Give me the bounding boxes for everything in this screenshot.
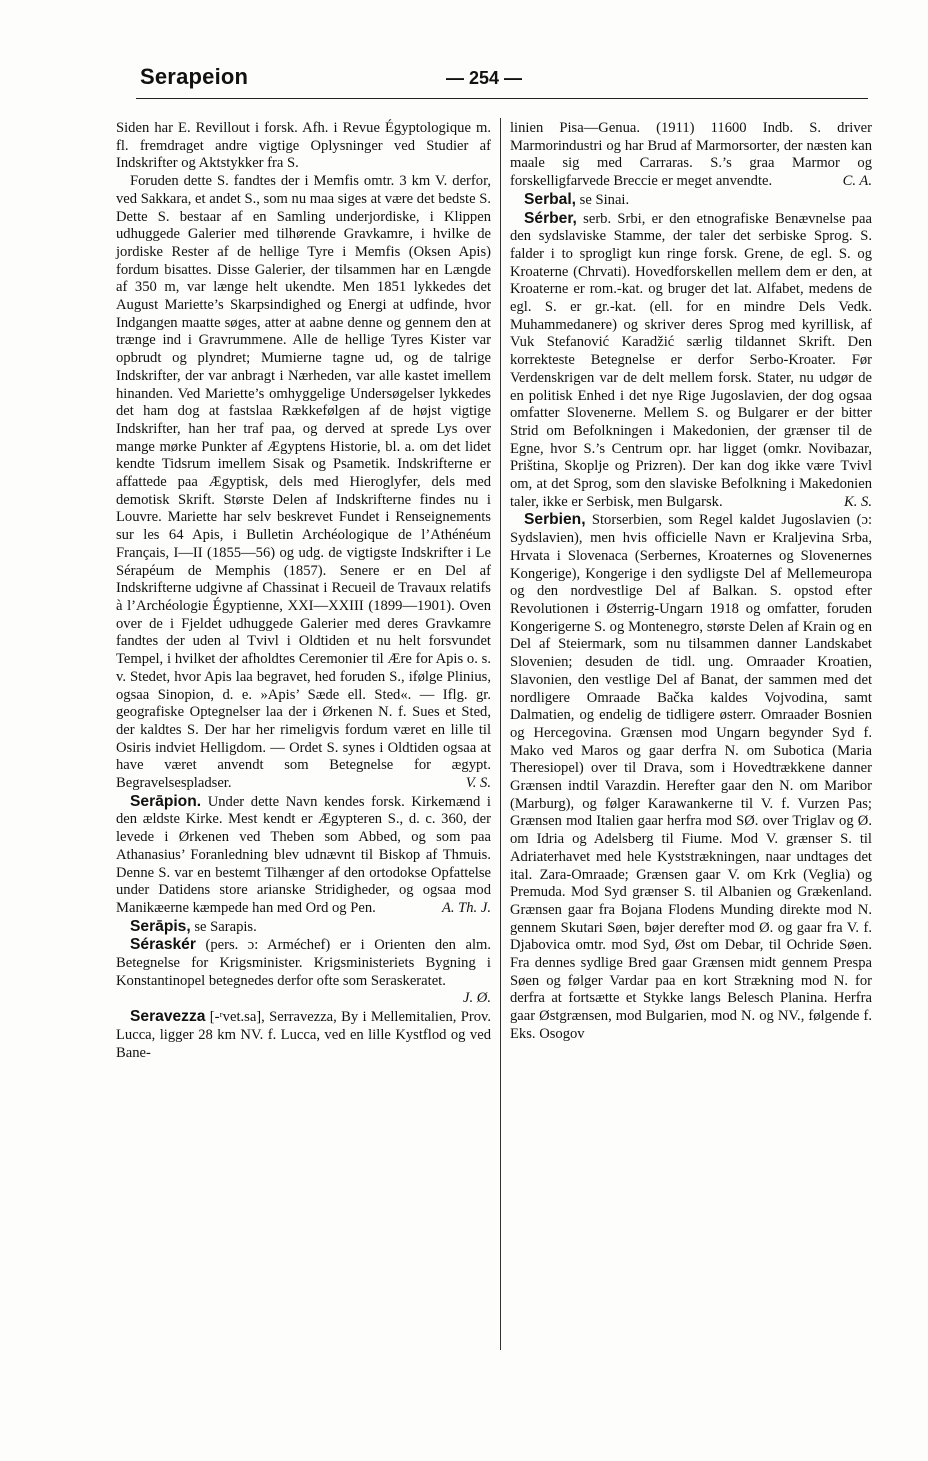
serapeion-continuation: Siden har E. Revillout i forsk. Afh. i Revue Égyptologique m. fl. fremdraget andre vigtige Oplysninger ved Studier af Indskrifter og Aktstykker fra S. <box>116 120 491 172</box>
serapeion-sakkara-paragraph <box>116 173 491 793</box>
headword: Serbien, <box>524 511 586 529</box>
headword: Serāpion. <box>130 792 202 810</box>
running-title: Serapeion <box>140 64 249 89</box>
page-number: — 254 — <box>446 68 523 88</box>
entry-seraskier <box>116 936 491 1007</box>
page-header <box>116 60 868 104</box>
author-signature: A. Th. J. <box>441 899 491 916</box>
entry-text: Storserbien, som Regel kaldet Jugoslavien (ɔ: Sydslavien), men hvis officielle Navn er Kraljevina Srba, Hrvata i Slovenaca (Serbernes, Kroaternes og Slovenernes Kongerige), Kongerige i den sydligste Del af Mellemeuropa og den nordvestlige Del af Balkan. S. opstod efter Revolutionen i Østerrig-Ungarn 1918 og omfatter, foruden Kongerigerne S. og Montenegro, største Delen af Krain og en Del af Steiermark, som nu tilsammen danner Landskabet Slovenien; desuden de tidl. ung. Omraader Kroatien, Slavonien, den vestlige Del af Banat, der sammen med det nordligere Omraade Bačka kaldes Vojvodina, samt Dalmatien, og endelig de tidligere østerr. Omraader Bosnien og Hercegovina. Grænsen mod Ungarn begynder Syd f. Mako ved Maros og gaar derfra N. om Subotica (Maria Theresiopel) over til Drava, som i Hovedtrækkene danner Grænsen indtil Varazdin. Herefter gaar den N. om Maribor (Marburg), og følger Karawankerne til V. f. Vurzen Pas; Grænsen mod Italien gaar herfra mod SØ. over Triglav og Ø. om Idria og Adelsberg til Fiume. Mod V. grænser S. til Adriaterhavet med hele Kyststrækningen, naar undtages det ital. Zara-Omraade; Grænsen gaar V. om Krk (Veglia) og Premuda. Mod Syd grænser S. til Albanien og Grækenland. Grænsen gaar fra Bojana Flodens Munding direkte mod N. gennem Skutari Søen, bøjer derefter mod Ø. og gaar fra V. f. Djabovica omtr. mod Syd, Øst om Debar, til Ochride Søen. Fra dennes sydlige Bred gaar Grænsen midt gennem Prespa Søen og følger Vardar paa en kort Strækning mod N. for derfra at fortsætte et Stykke langs Belesch Planina. Herfra gaar Østgrænsen, mod Bulgarien, mod N. og NV., følgende f. Eks. Osogov <box>510 512 872 1042</box>
headword: Serbal, <box>524 190 577 208</box>
entry-text: (pers. ɔ: Arméchef) er i Orienten den alm. Betegnelse for Krigsminister. Krigsministeriets Bygning i Konstantinopel betegnedes derfor ofte som Seraskeratet. <box>116 937 491 989</box>
entry-text: [-ʳvet.sa], Serravezza, By i Mellemitalien, Prov. Lucca, ligger 28 km NV. f. Lucca, ved en lille Kystflod og ved Bane- <box>116 1009 491 1061</box>
entry-text: Under dette Navn kendes forsk. Kirkemænd i den ældste Kirke. Mest kendt er Ægypteren S., d. c. 360, der levede i Ørkenen ved Theben som Abbed, og som paa Athanasius’ Foranledning blev udnævnt til Biskop af Thmuis. Denne S. var en bestemt Tilhænger af den ortodokse Opfattelse under Datidens store arianske Stridigheder, og ogsaa mod Manikæerne kæmpede han med Ord og Pen. <box>116 793 491 916</box>
paragraph-text: linien Pisa—Genua. (1911) 11600 Indb. S. driver Marmorindustri og har Brud af Marmorsorter, der næsten kan maale sig med Carraras. S.’s graa Marmor og forskelligfarvede Breccie er meget anvendte. <box>510 120 872 190</box>
author-signature: J. Ø. <box>463 990 491 1007</box>
entry-serbal <box>510 191 872 210</box>
entry-text: se Sarapis. <box>194 918 257 935</box>
entry-serapis <box>116 918 491 937</box>
author-signature: V. S. <box>465 775 491 792</box>
paragraph-text: Foruden dette S. fandtes der i Memfis omtr. 3 km V. derfor, ved Sakkara, et andet S., som nu maa siges at være det bedste S. Dette S. bestaar af en Samling underjordiske, i Klippen udhuggede Galerier med tilhørende Gravkamre, i hvilke de jordiske Rester af de hellige Tyre i Memfis (Oksen Apis) fordum bisattes. Disse Galerier, der tilsammen har en Længde af 350 m, var længe helt ukendte. Men 1851 lykkedes det August Mariette’s Skarpsindighed og Energi at udfinde, hvor Indgangen maatte søges, atter at aabne denne og gennem den at trænge ind i Gravrummene. Alle de hellige Tyres Kister var opbrudt og plyndret; Mumierne tagne ud, og de talrige Indskrifter, der var anbragt i Nærheden, var alle kastet imellem hinanden. Ved Mariette’s omhyggelige Undersøgelser lykkedes det ham dog at fastslaa Rækkefølgen af de højst vigtige Indskrifter, han her traf paa, og derved at sprede Lys over mange mørke Punkter af Ægyptens Historie, bl. a. om det lidet kendte Tidsrum imellem Sisak og Psametik. Indskrifterne er affattede paa Ægyptisk, dels med Hieroglyfer, dels med demotisk Skrift. Største Delen af Indskrifterne findes nu i Louvre. Mariette har selv beskrevet Fundet i Renseignements sur les 64 Apis, i Bulletin Archéologique de l’Athénéum Français, I—II (1855—56) og udg. de vigtigste Indskrifter i Le Sérapéum de Memphis (1857). Senere er en Del af Indskrifterne udgivne af Chassinat i Recueil de Travaux relatifs à l’Archéologie Égyptienne, XXI—XXIII (1899—1901). Oven over de i Fjeldet udhuggede Galerier med deres Gravkamre fandtes der uden al Tvivl i Oldtiden et nu helt forsvundet Tempel, i hvilket der afholdtes Ceremonier til Ære for Apis o. s. v. Stedet, hvor Apis laa begravet, hed foruden S., ifølge Plinius, ogsaa Sinopion, d. e. »Apis’ Sæde ell. Sted«. — Iflg. gr. geografiske Optegnelser laa der i Ørkenen N. f. Sues et Sted, der kaldtes S. Der har her rimeligvis fordum været en lille til Osiris indviet Helligdom. — Ordet S. synes i Oldtiden ogsaa at have været anvendt som Betegnelse for ægypt. Begravelsespladser. <box>116 173 491 792</box>
seravezza-continuation <box>510 120 872 191</box>
author-signature: C. A. <box>842 173 872 190</box>
headword: Seravezza <box>130 1008 206 1026</box>
left-column <box>116 120 491 1062</box>
entry-seravezza <box>116 1008 491 1062</box>
headword: Sérber, <box>524 209 577 227</box>
header-rule <box>136 98 868 99</box>
entry-text: se Sinai. <box>579 191 630 208</box>
right-column <box>510 120 872 1044</box>
column-divider <box>500 118 501 1350</box>
entry-serbien <box>510 511 872 1043</box>
headword: Serāpis, <box>130 917 191 935</box>
entry-serber <box>510 210 872 512</box>
entry-text: serb. Srbi, er den etnografiske Benævnelse paa den sydslaviske Stamme, der taler det serbiske Sprog. S. falder i to sprogligt kun ringe forsk. Grene, de egl. S. og Kroaterne (Chrvati). Hovedforskellen mellem dem er den, at Kroaterne er rom.-kat. og bruger det lat. Alfabet, medens de egl. S. er gr.-kat. (ell. for en mindre Dels Vedk. Muhammedanere) og skriver deres Sprog med kyrillisk, af Vuk Stefanović Karadžić særlig tildannet Skrift. Den korrekteste Betegnelse er derfor Serbo-Kroater. Før Verdenskrigen var de delt mellem forsk. Stater, nu udgør de en politisk Enhed i det nye Rige Jugoslavien, der dog ogsaa omfatter Slovenerne. Mellem S. og Bulgarer er der bitter Strid om Befolkningen i Makedonien, der grænser til de Egne, hvor S.’s Centrum opr. har ligget (omkr. Novibazar, Priština, Skoplje og Prizren). Der kan dog ikke være Tvivl om, at det Sprog, som den slaviske Befolkning i Makedonien taler, ikke er Serbisk, men Bulgarsk. <box>510 210 872 510</box>
headword: Séraskér <box>130 936 196 954</box>
author-signature: K. S. <box>844 493 872 510</box>
entry-serapion <box>116 793 491 918</box>
